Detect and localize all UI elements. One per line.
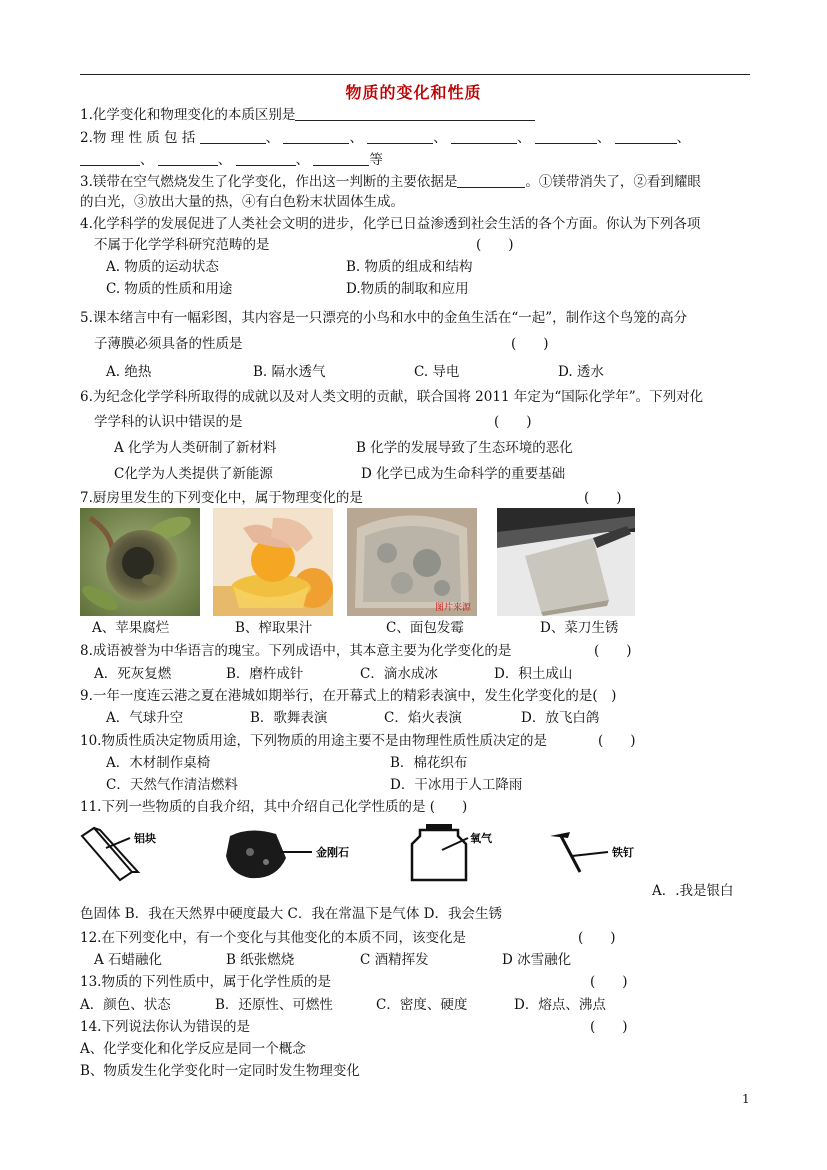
question-12: 12.在下列变化中，有一个变化与其他变化的本质不同，该变化是 — [80, 930, 466, 946]
separator: 、 — [217, 152, 232, 168]
question-11-options: 色固体 B．我在天然界中硬度最大 C．我在常温下是气体 D．我会生锈 — [80, 906, 502, 922]
answer-paren[interactable]: ( ) — [476, 237, 514, 253]
separator: 、 — [517, 130, 531, 146]
option-a: A．死灰复燃 — [94, 666, 172, 682]
answer-blank[interactable] — [535, 130, 597, 144]
question-7: 7.厨房里发生的下列变化中，属于物理变化的是 — [80, 490, 363, 506]
answer-blank[interactable] — [615, 130, 677, 144]
question-1 — [80, 106, 535, 124]
option-d: D．干冰用于人工降雨 — [390, 777, 523, 793]
question-3 — [80, 173, 701, 191]
question-3-cont: 的白光，③放出大量的热，④有白色粉末状固体生成。 — [80, 194, 404, 210]
option-c: C．天然气作清洁燃料 — [106, 777, 238, 793]
separator: 、 — [433, 130, 447, 146]
question-11: 11.下列一些物质的自我介绍，其中介绍自己化学性质的是 ( ) — [80, 799, 468, 815]
option-c: C．焰火表演 — [384, 710, 462, 726]
label-diamond: 金刚石 — [316, 846, 349, 859]
option-c: C. 导电 — [414, 364, 460, 380]
option-d: D. 透水 — [558, 364, 604, 380]
option-a: A. 绝热 — [106, 364, 152, 380]
answer-blank[interactable] — [451, 130, 517, 144]
question-13: 13.物质的下列性质中，属于化学性质的是 — [80, 974, 331, 990]
answer-paren[interactable]: ( ) — [511, 336, 549, 352]
photo-rusty-knife — [497, 508, 635, 616]
separator: 、 — [265, 130, 280, 146]
option-d: D 化学已成为生命科学的重要基础 — [361, 466, 566, 482]
answer-blank[interactable] — [457, 174, 525, 188]
q11-illustrations — [80, 822, 640, 882]
answer-paren[interactable]: ( ) — [494, 414, 532, 430]
q3-text-b: 。①镁带消失了，②看到耀眼 — [525, 174, 701, 190]
option-b: B、物质发生化学变化时一定同时发生物理变化 — [80, 1063, 360, 1079]
option-c: C．密度、硬度 — [376, 997, 468, 1013]
option-c: C. 物质的性质和用途 — [106, 281, 233, 297]
answer-blank[interactable] — [158, 152, 218, 166]
answer-blank[interactable] — [313, 152, 369, 166]
label-iron-nail: 铁钉 — [612, 846, 634, 859]
q2-end: 等 — [369, 152, 383, 168]
question-5-cont: 子薄膜必须具备的性质是 — [94, 336, 243, 352]
option-d: D.物质的制取和应用 — [346, 281, 469, 297]
option-a: A．颜色、状态 — [80, 997, 171, 1013]
option-a: A 化学为人类研制了新材料 — [114, 440, 277, 456]
answer-paren[interactable]: ( ) — [578, 930, 616, 946]
option-b: B．还原性、可燃性 — [215, 997, 333, 1013]
question-4: 4.化学科学的发展促进了人类社会文明的进步，化学已日益渗透到社会生活的各个方面。你认为下列各项 — [80, 216, 701, 232]
answer-blank[interactable] — [283, 130, 349, 144]
rotten-apple-icon — [80, 508, 200, 616]
question-9: 9.一年一度连云港之夏在港城如期举行，在开幕式上的精彩表演中，发生化学变化的是( ) — [80, 688, 617, 704]
answer-paren[interactable]: ( ) — [590, 974, 628, 990]
option-a: A. 物质的运动状态 — [106, 259, 219, 275]
option-d: D．放飞白鸽 — [521, 710, 600, 726]
option-b: B 化学的发展导致了生态环境的恶化 — [356, 440, 573, 456]
answer-paren[interactable]: ( ) — [598, 733, 636, 749]
option-d: D．积土成山 — [494, 666, 573, 682]
q2-text: 2.物 理 性 质 包 括 — [80, 130, 196, 146]
question-5: 5.课本绪言中有一幅彩图，其内容是一只漂亮的小鸟和水中的金鱼生活在“一起”，制作这个鸟笼的高分 — [80, 310, 688, 326]
answer-blank[interactable] — [236, 152, 296, 166]
option-c: C、面包发霉 — [386, 620, 464, 636]
question-8: 8.成语被誉为中华语言的瑰宝。下列成语中，其本意主要为化学变化的是 — [80, 643, 512, 659]
option-b: B．棉花织布 — [390, 755, 468, 771]
page-title: 物质的变化和性质 — [345, 83, 482, 102]
photo-squeezing-juice — [213, 508, 333, 616]
answer-blank[interactable] — [200, 130, 266, 144]
q1-text: 1.化学变化和物理变化的本质区别是 — [80, 107, 296, 123]
option-a: A．气球升空 — [106, 710, 184, 726]
watermark-text: 图片来源 — [435, 603, 472, 613]
question-6-cont: 学学科的认识中错误的是 — [94, 414, 243, 430]
question-2 — [80, 129, 690, 147]
iron-nail-icon — [550, 832, 634, 872]
option-b: B．歌舞表演 — [250, 710, 328, 726]
juicer-icon — [213, 508, 333, 616]
question-2-cont — [80, 151, 383, 169]
answer-blank[interactable] — [80, 152, 140, 166]
option-a: A、化学变化和化学反应是同一个概念 — [80, 1041, 306, 1057]
knife-icon — [497, 508, 635, 616]
option-c: C．滴水成冰 — [360, 666, 438, 682]
separator: 、 — [349, 130, 363, 146]
question-4-cont: 不属于化学学科研究范畴的是 — [94, 237, 270, 253]
option-b: B. 物质的组成和结构 — [346, 259, 473, 275]
separator: 、 — [295, 152, 310, 168]
option-a: A．.我是银白 — [652, 883, 734, 899]
separator: 、 — [140, 152, 154, 168]
header-rule — [80, 74, 750, 75]
option-b: B. 隔水透气 — [253, 364, 326, 380]
option-d: D．熔点、沸点 — [514, 997, 606, 1013]
q3-text: 3.镁带在空气燃烧发生了化学变化，作出这一判断的主要依据是 — [80, 174, 458, 190]
moldy-bread-icon — [347, 508, 477, 616]
question-10: 10.物质性质决定物质用途，下列物质的用途主要不是由物理性质性质决定的是 — [80, 733, 547, 749]
separator: 、 — [676, 130, 691, 146]
oxygen-bottle-icon — [412, 824, 493, 880]
answer-paren[interactable]: ( ) — [590, 1019, 628, 1035]
answer-blank[interactable] — [367, 130, 433, 144]
option-c: C化学为人类提供了新能源 — [114, 466, 273, 482]
question-6: 6.为纪念化学学科所取得的成就以及对人类文明的贡献，联合国将 2011 年定为“国际化学年”。下列对化 — [80, 389, 704, 405]
option-b: B．磨杵成针 — [226, 666, 304, 682]
option-a: A．木材制作桌椅 — [106, 755, 211, 771]
question-14: 14.下列说法你认为错误的是 — [80, 1019, 250, 1035]
option-d: D 冰雪融化 — [502, 952, 572, 968]
option-d: D、菜刀生锈 — [540, 620, 619, 636]
page-number: 1 — [742, 1092, 750, 1106]
aluminum-block-icon — [82, 828, 156, 880]
label-aluminum: 铝块 — [134, 832, 156, 845]
label-oxygen: 氧气 — [470, 832, 492, 845]
answer-blank[interactable] — [295, 107, 535, 121]
option-c: C 酒精挥发 — [360, 952, 429, 968]
option-b: B 纸张燃烧 — [226, 952, 295, 968]
option-a: A、苹果腐烂 — [92, 620, 170, 636]
option-b: B、榨取果汁 — [235, 620, 313, 636]
photo-rotten-apple — [80, 508, 200, 616]
separator: 、 — [596, 130, 611, 146]
option-a: A 石蜡融化 — [94, 952, 163, 968]
answer-paren[interactable]: ( ) — [594, 643, 632, 659]
diamond-icon — [226, 830, 349, 878]
answer-paren[interactable]: ( ) — [584, 490, 622, 506]
photo-moldy-bread — [347, 508, 477, 616]
